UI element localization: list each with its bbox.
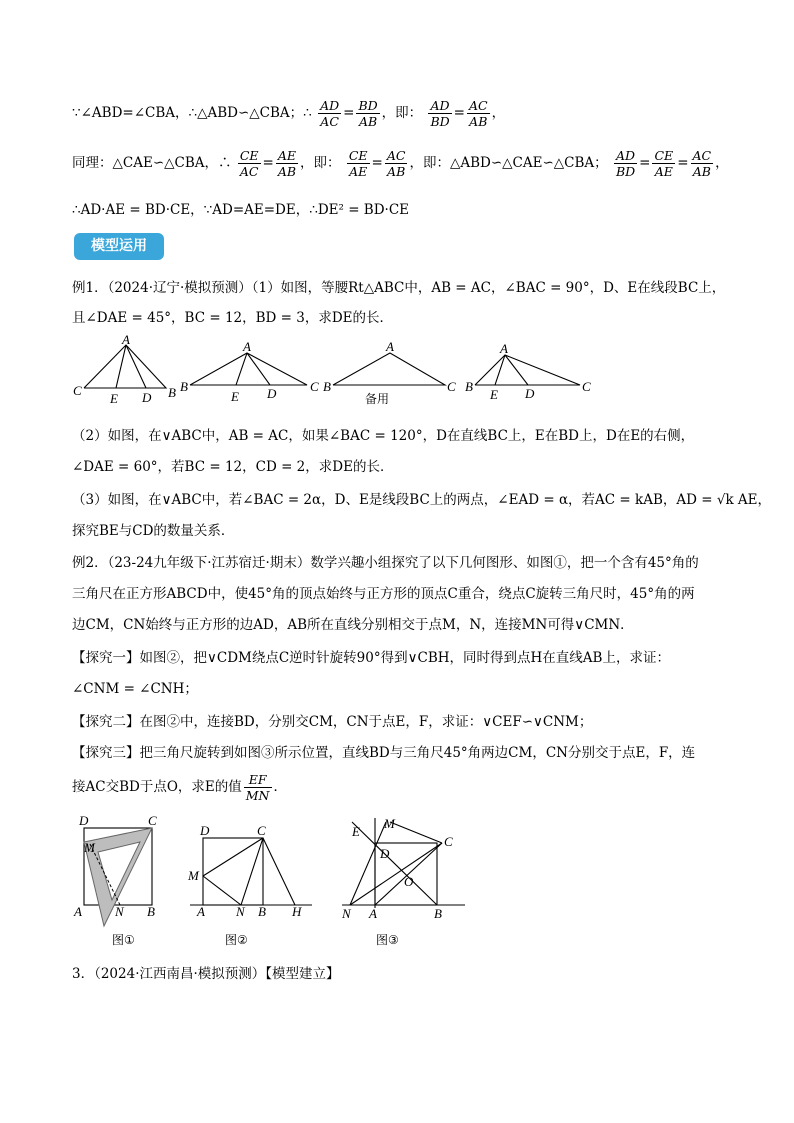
example2-line-5: ∠CNM = ∠CNH； [72,681,198,697]
section-badge: 模型运用 [74,233,164,260]
example2-line-7: 【探究三】把三角尺旋转到如图③所示位置，直线BD与三角尺45°角两边CM，CN分别交于点E，F，连 [72,745,696,761]
svg-text:A: A [500,341,508,356]
svg-text:C: C [73,383,82,398]
svg-text:B: B [180,379,188,394]
svg-text:M: M [188,868,199,883]
example1-line-1: 例1．（2024·辽宁·模拟预测）（1）如图，等腰Rt△ABC中，AB = AC，∠BAC = 90°，D、E在线段BC上， [72,280,726,296]
fraction: $\frac{AC}{AB}$ [386,148,406,179]
text-segment: ，即：△ABD∽△CAE∽△CBA； [409,155,608,171]
svg-text:D: D [200,823,210,838]
example2-line-2: 三角尺在正方形ABCD中，使45°角的顶点始终与正方形的顶点C重合，绕点C旋转三角尺时，45°角的两 [72,586,695,602]
svg-text:N: N [342,906,351,921]
example2-line-1: 例2．（23-24九年级下·江苏宿迁·期末）数学兴趣小组探究了以下几何图形、如图①，把一个含有45°角的 [72,555,699,571]
text-segment: ∵∠ABD=∠CBA，∴△ABD∽△CBA；∴ [72,105,312,121]
example2-figures [60,808,480,958]
svg-text:图②: 图② [225,933,248,947]
example2-line-8: 接AC交BD于点O，求E的值 $\frac{EF}{MN}$ ． [72,772,287,803]
svg-text:O: O [404,874,414,889]
example3-heading: 3．（2024·江西南昌·模拟预测）【模型建立】 [72,966,340,982]
text-segment: ， [715,155,729,171]
example2-line-4: 【探究一】如图②，把∨CDM绕点C逆时针旋转90°得到∨CBH，同时得到点H在直线AB上，求证： [72,650,670,666]
fraction: $\frac{AD}{AC}$ [320,98,340,129]
text-segment: ，即： [381,105,423,121]
text-segment: 同理：△CAE∽△CBA，∴ [72,155,232,171]
svg-text:图①: 图① [112,933,135,947]
svg-text:C: C [148,813,157,828]
example2-line-6: 【探究二】在图②中，连接BD，分别交CM，CN于点E，F，求证：∨CEF∽∨CNM； [72,714,593,730]
svg-text:M: M [84,840,95,855]
svg-text:E: E [352,824,360,839]
svg-text:D: D [380,846,390,861]
svg-text:D: D [142,390,152,405]
fraction: $\frac{BD}{AB}$ [358,98,378,129]
svg-text:A: A [243,339,251,354]
svg-text:N: N [236,904,245,919]
svg-text:C: C [310,379,319,394]
svg-text:D: D [525,386,535,401]
example1-line-6: 探究BE与CD的数量关系． [72,523,235,539]
example1-figures [70,335,600,415]
derivation-line-1: ∵∠ABD=∠CBA，∴△ABD∽△CBA；∴ $\frac{AD}{AC}$ = $\frac{BD}{AB}$ ，即： $\frac{AD}{BD}$ = $\frac{AC}{AB}$ ， [72,98,506,129]
svg-text:E: E [490,387,498,402]
example1-line-2: 且∠DAE = 45°，BC = 12，BD = 3，求DE的长． [72,310,394,326]
svg-text:A: A [197,904,205,919]
fraction: $\frac{AC}{AB}$ [468,98,488,129]
svg-text:N: N [115,904,124,919]
svg-text:A: A [386,339,394,354]
svg-text:E: E [231,389,239,404]
svg-text:D: D [79,813,89,828]
svg-text:A: A [369,906,377,921]
fraction: $\frac{CE}{AE}$ [348,148,368,179]
svg-text:B: B [168,385,176,400]
svg-text:A: A [74,904,82,919]
fraction: $\frac{CE}{AC}$ [239,148,259,179]
example2-line-3: 边CM，CN始终与正方形的边AD，AB所在直线分别相交于点M，N，连接MN可得∨CMN． [72,617,634,633]
svg-text:B: B [434,906,442,921]
fraction: $\frac{AE}{AB}$ [277,148,297,179]
example1-line-4: ∠DAE = 60°，若BC = 12，CD = 2，求DE的长． [72,459,394,475]
svg-text:C: C [447,379,456,394]
fraction: $\frac{AD}{BD}$ [430,98,450,129]
fraction: $\frac{AD}{BD}$ [615,148,636,179]
svg-text:B: B [465,379,473,394]
svg-text:C: C [444,834,453,849]
svg-text:B: B [147,904,155,919]
svg-text:B: B [258,904,266,919]
svg-text:D: D [267,386,277,401]
svg-text:E: E [110,391,118,406]
svg-text:H: H [292,904,302,919]
svg-text:B: B [323,379,331,394]
derivation-line-2: 同理：△CAE∽△CBA，∴ $\frac{CE}{AC}$ = $\frac{AE}{AB}$ ，即： $\frac{CE}{AE}$ = $\frac{AC}{AB}$ ，即：△ABD∽△CAE∽△CBA； $\frac{AD}{BD}$ = $\frac{CE}{AE}$ = $\frac{AC}{AB}$ ， [72,148,729,179]
fraction: $\frac{EF}{MN}$ [245,772,270,803]
svg-text:C: C [257,823,266,838]
derivation-line-3: ∴AD·AE = BD·CE，∵AD=AE=DE，∴DE² = BD·CE [72,202,410,218]
fraction: $\frac{AC}{AB}$ [692,148,712,179]
fraction: $\frac{CE}{AE}$ [654,148,674,179]
text-segment: ， [491,105,506,121]
svg-text:备用: 备用 [365,392,390,406]
svg-text:M: M [384,816,395,831]
example1-line-5: （3）如图，在∨ABC中，若∠BAC = 2α，D、E是线段BC上的两点，∠EAD = α，若AC = kAB，AD = √k AE， [72,492,772,508]
svg-text:C: C [582,379,591,394]
example1-line-3: （2）如图，在∨ABC中，AB = AC，如果∠BAC = 120°，D在直线BC上，E在BD上，D在E的右侧， [72,428,695,444]
svg-text:A: A [122,335,130,347]
text-segment: ，即： [300,155,341,171]
svg-text:图③: 图③ [376,933,399,947]
